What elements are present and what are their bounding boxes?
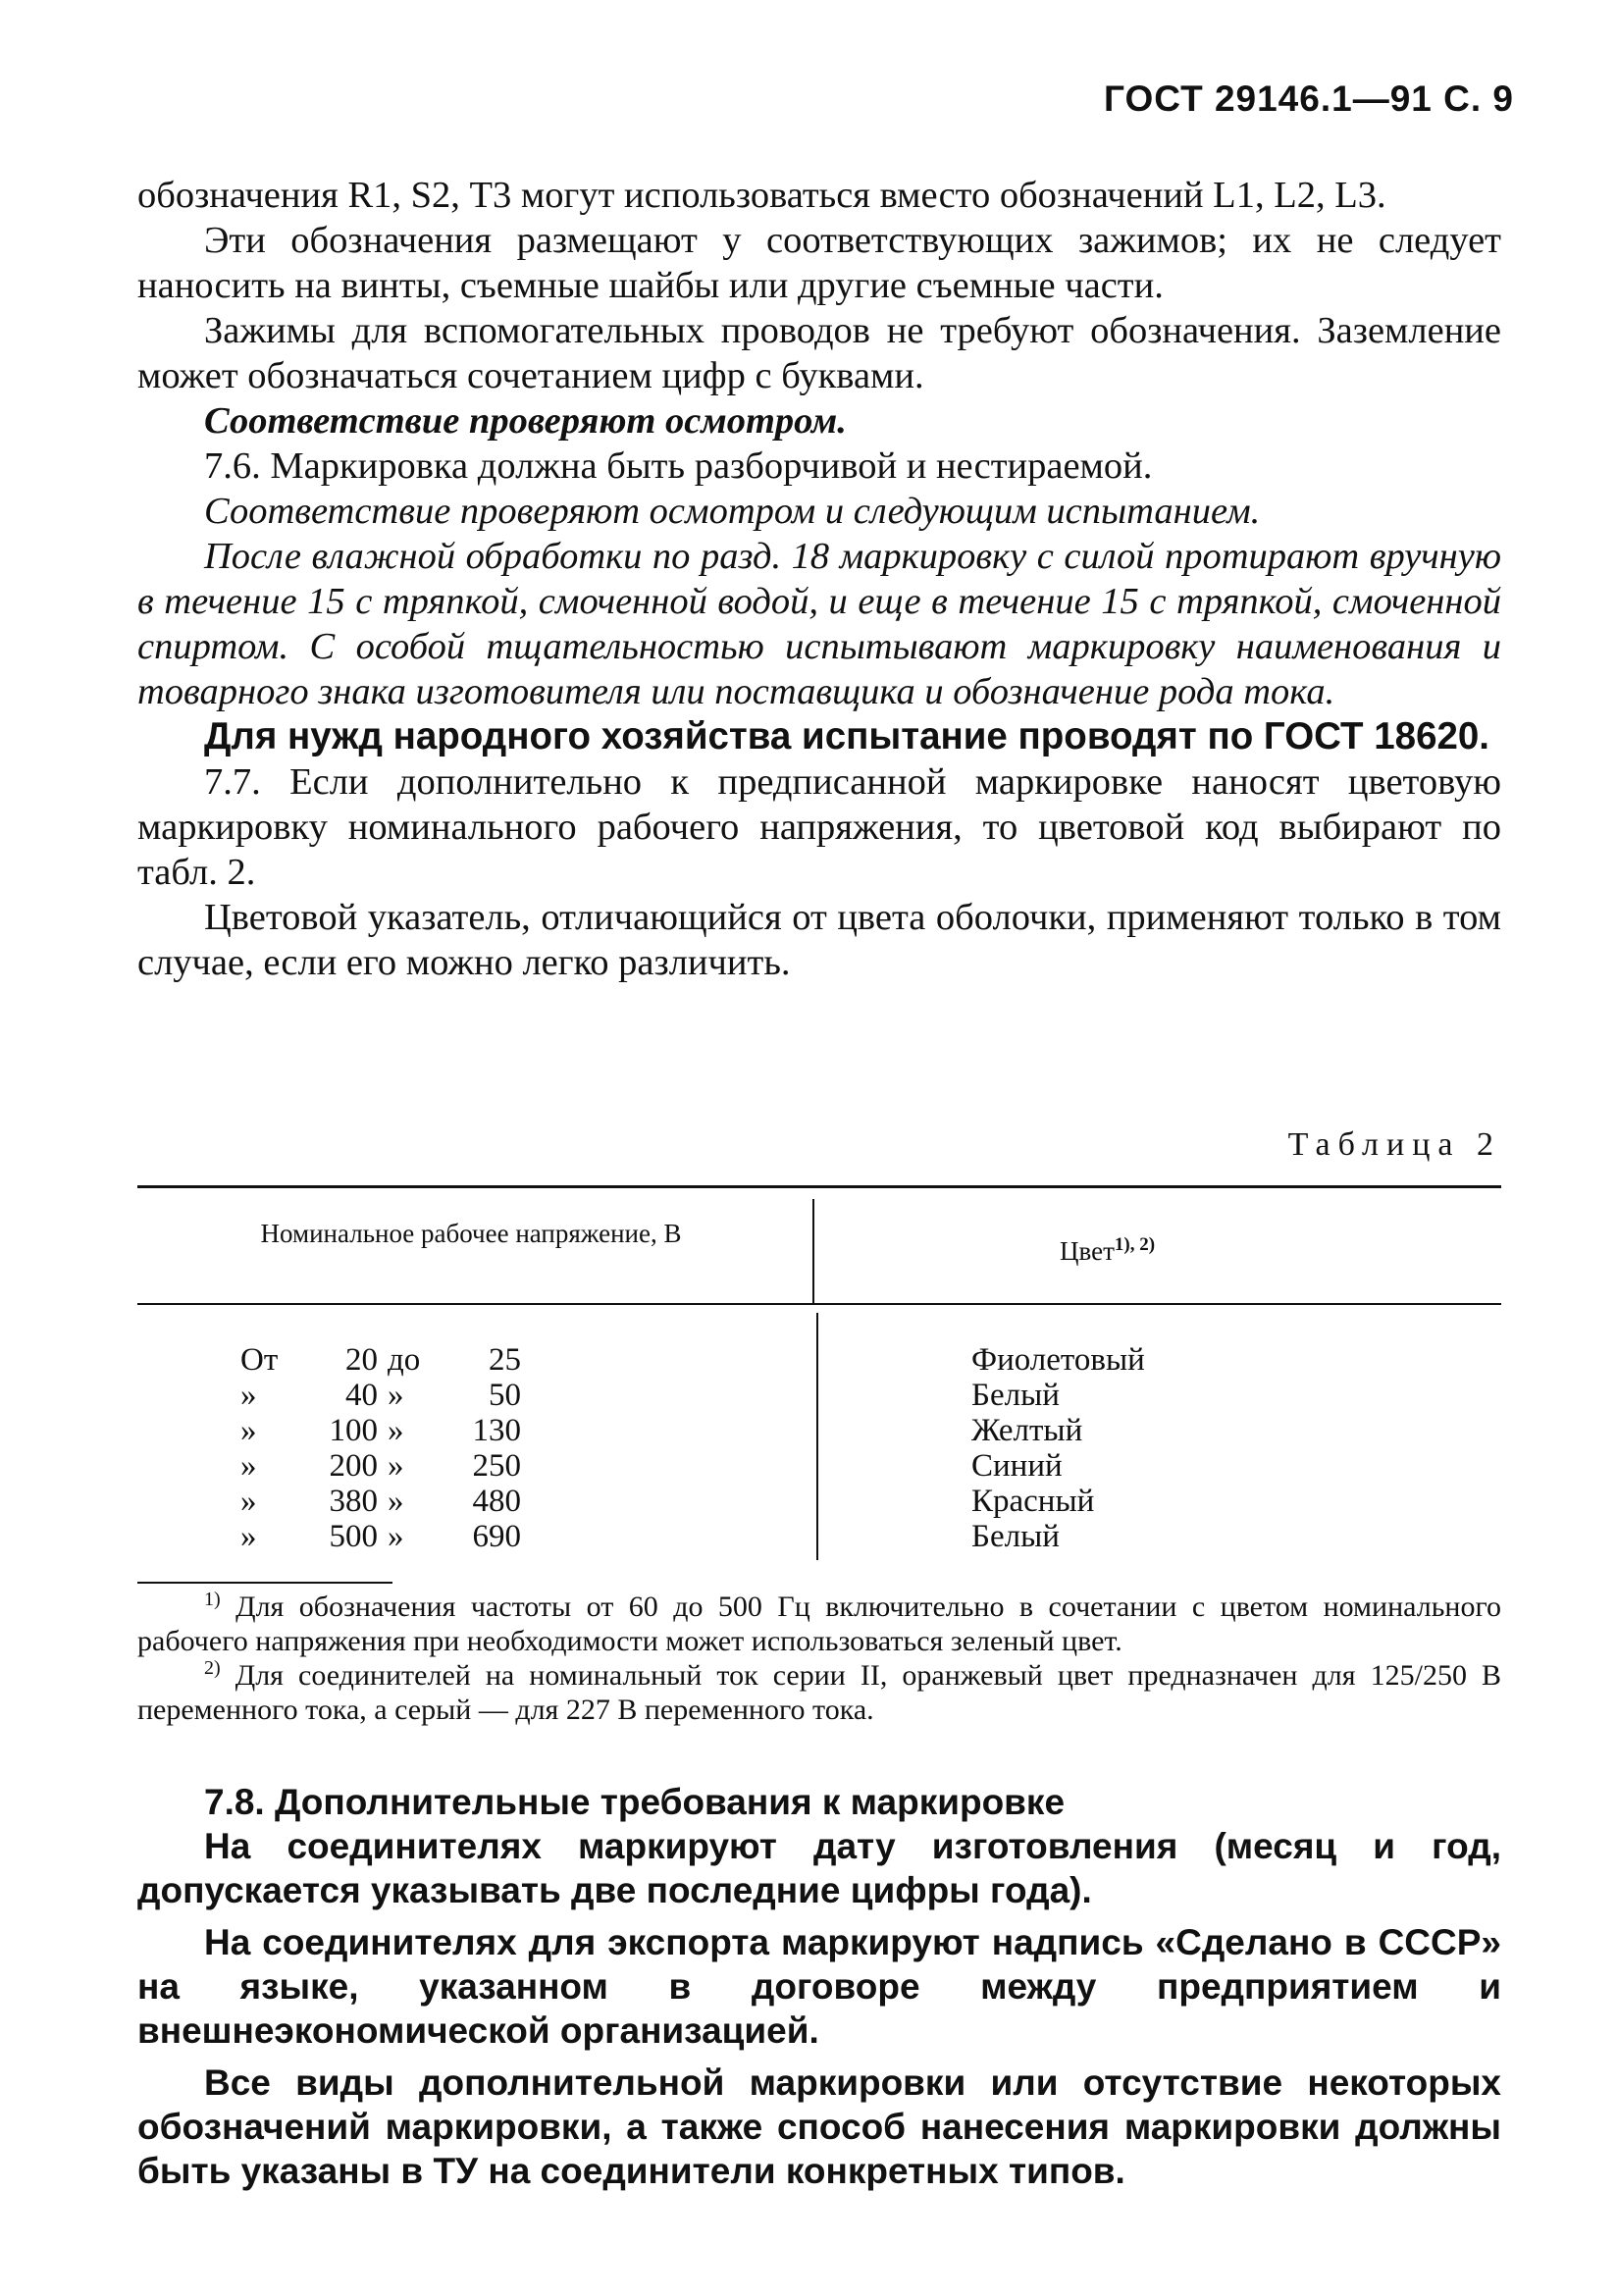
footnote-2 <box>137 1658 1501 1727</box>
table-header-rule <box>137 1303 1501 1305</box>
footnote-1-text: Для обозначения частоты от 60 до 500 Гц включительно в сочетании с цветом номинального рабочего напряжения при необходимости может использоваться зеленый цвет. <box>137 1591 1501 1657</box>
paragraph-7-6: 7.6. Маркировка должна быть разборчивой и нестираемой. <box>204 445 1153 487</box>
section-7-8-export: На соединителях для экспорта маркируют надпись «Сделано в СССР» на языке, указанном в договоре между предприятием и внешнеэкономической организацией. <box>137 1922 1501 2051</box>
table-cell-color: Синий <box>971 1448 1063 1484</box>
section-7-8-title: 7.8. Дополнительные требования к маркировке <box>204 1782 1066 1822</box>
table-header-color-label: Цвет <box>1060 1236 1115 1266</box>
table-cell-color: Фиолетовый <box>971 1342 1145 1378</box>
row-from: 20 <box>345 1342 378 1378</box>
footnotes <box>137 1590 1501 1727</box>
paragraph-color-indicator: Цветовой указатель, отличающийся от цвета оболочки, применяют только в том случае, если его можно легко различить. <box>137 897 1501 983</box>
row-from: 200 <box>329 1448 378 1484</box>
row-from: 500 <box>329 1519 378 1554</box>
paragraph-national-economy: Для нужд народного хозяйства испытание проводят по ГОСТ 18620. <box>204 715 1489 757</box>
row-sep: » <box>388 1519 404 1554</box>
row-sep: » <box>388 1413 404 1448</box>
table-header-color <box>1060 1230 1155 1266</box>
body-text-upper <box>137 173 1501 985</box>
row-sep: » <box>388 1484 404 1519</box>
row-to: 130 <box>472 1413 521 1448</box>
row-to: 690 <box>472 1519 521 1554</box>
row-prefix: От <box>240 1342 279 1378</box>
row-prefix: » <box>240 1378 257 1413</box>
table-row <box>240 1413 521 1448</box>
table-cell-color: Красный <box>971 1484 1095 1519</box>
row-sep: » <box>388 1448 404 1484</box>
table-header-divider <box>812 1199 814 1303</box>
table-cell-color: Желтый <box>971 1413 1083 1448</box>
paragraph-inspection: Соответствие проверяют осмотром. <box>204 400 847 442</box>
footnote-2-text: Для соединителей на номинальный ток серии II, оранжевый цвет предназначен для 125/250 В переменного тока, а серый — для 227 В переменного тока. <box>137 1659 1502 1726</box>
table-row <box>240 1448 521 1484</box>
row-from: 100 <box>329 1413 378 1448</box>
paragraph-test-procedure: После влажной обработки по разд. 18 маркировку с силой протирают вручную в течение 15 с тряпкой, смоченной водой, и еще в течение 15 с тряпкой, смоченной спиртом. С особой тщательностью испытывают маркировку наименования и товарного знака изготовителя или поставщика и обозначение рода тока. <box>137 536 1501 712</box>
row-prefix: » <box>240 1413 257 1448</box>
table-header-voltage: Номинальное рабочее напряжение, В <box>260 1219 682 1248</box>
table-header-color-footnote-refs: 1), 2) <box>1114 1234 1156 1255</box>
table-cell-color: Белый <box>971 1378 1060 1413</box>
row-sep: до <box>388 1342 421 1378</box>
row-to: 480 <box>472 1484 521 1519</box>
section-7-8 <box>137 1780 1501 2193</box>
paragraph-designations: обозначения R1, S2, Т3 могут использоваться вместо обозначений L1, L2, L3. <box>137 175 1386 216</box>
paragraph-test-intro: Соответствие проверяют осмотром и следующим испытанием. <box>204 491 1261 532</box>
footnote-1 <box>137 1590 1501 1658</box>
table-top-rule <box>137 1185 1501 1188</box>
table-row <box>240 1342 521 1378</box>
table-row <box>240 1519 521 1554</box>
row-from: 40 <box>345 1378 378 1413</box>
row-to: 250 <box>472 1448 521 1484</box>
footnote-2-mark: 2) <box>204 1657 221 1679</box>
row-sep: » <box>388 1378 404 1413</box>
table-row <box>240 1378 521 1413</box>
section-7-8-tu: Все виды дополнительной маркировки или отсутствие некоторых обозначений маркировки, а также способ нанесения маркировки должны быть указаны в ТУ на соединители конкретных типов. <box>137 2062 1501 2191</box>
paragraph-auxiliary: Зажимы для вспомогательных проводов не требуют обозначения. Заземление может обозначаться сочетанием цифр с буквами. <box>137 310 1501 396</box>
row-prefix: » <box>240 1484 257 1519</box>
row-to: 25 <box>489 1342 521 1378</box>
row-prefix: » <box>240 1519 257 1554</box>
table-caption: Таблица 2 <box>1287 1126 1501 1163</box>
row-prefix: » <box>240 1448 257 1484</box>
footnote-separator <box>137 1582 392 1584</box>
row-from: 380 <box>329 1484 378 1519</box>
footnote-1-mark: 1) <box>204 1589 221 1610</box>
paragraph-placement: Эти обозначения размещают у соответствующих зажимов; их не следует наносить на винты, съемные шайбы или другие съемные части. <box>137 220 1501 306</box>
table-row <box>240 1484 521 1519</box>
table-body-divider <box>816 1313 818 1560</box>
section-7-8-date: На соединителях маркируют дату изготовления (месяц и год, допускается указывать две последние цифры года). <box>137 1826 1501 1910</box>
row-to: 50 <box>489 1378 521 1413</box>
page-header: ГОСТ 29146.1—91 С. 9 <box>1104 78 1514 119</box>
table-cell-color: Белый <box>971 1519 1060 1554</box>
paragraph-7-7: 7.7. Если дополнительно к предписанной маркировке наносят цветовую маркировку номинального рабочего напряжения, то цветовой код выбирают по табл. 2. <box>137 761 1501 893</box>
